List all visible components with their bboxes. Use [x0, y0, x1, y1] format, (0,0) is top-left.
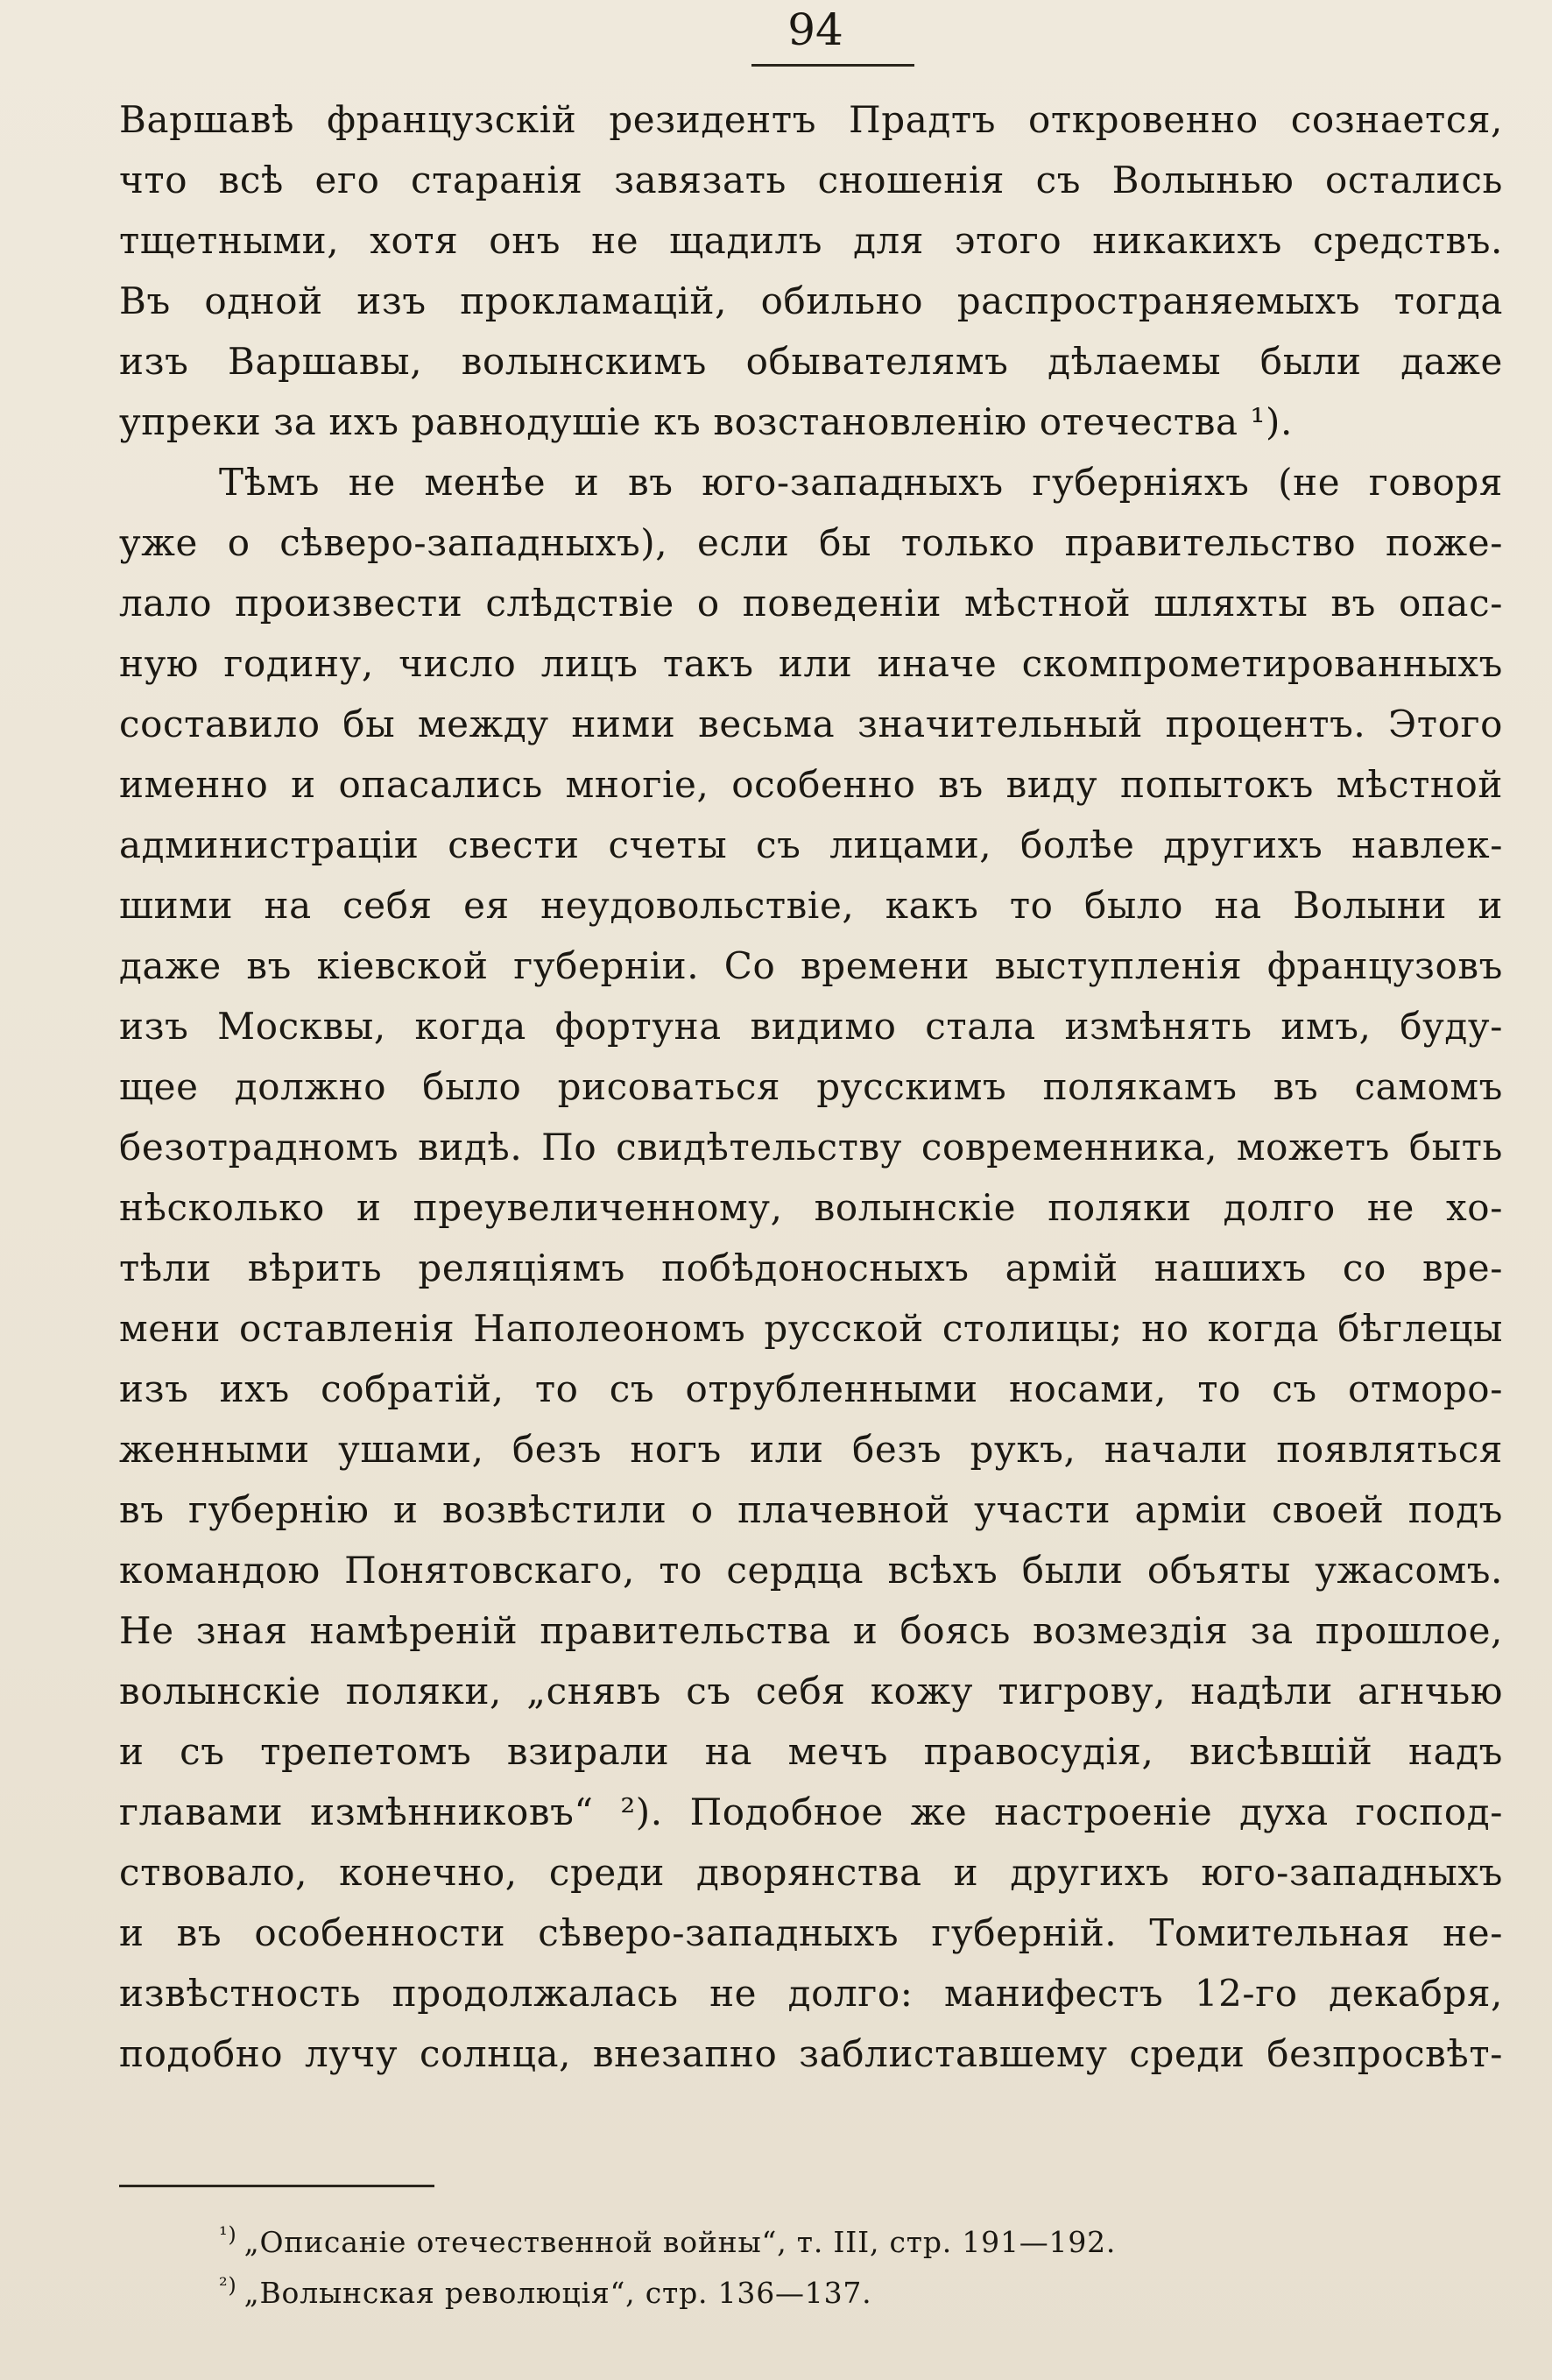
text-line: нѣсколько и преувеличенному, волынскіе поляки долго не хо- — [119, 1186, 1503, 1229]
text-line: Варшавѣ французскій резидентъ Прадтъ откровенно сознается, — [119, 98, 1503, 141]
body-text — [119, 89, 1503, 2084]
text-line: что всѣ его старанія завязать сношенія съ Волынью остались — [119, 159, 1503, 201]
text-line: тщетными, хотя онъ не щадилъ для этого никакихъ средствъ. — [119, 219, 1503, 262]
footnotes — [219, 2209, 1270, 2311]
text-line: изъ ихъ собратій, то съ отрубленными носами, то съ отморо- — [119, 1367, 1503, 1410]
text-line: Въ одной изъ прокламацій, обильно распространяемыхъ тогда — [119, 279, 1503, 322]
text-line: Не зная намѣреній правительства и боясь возмездія за прошлое, — [119, 1609, 1503, 1652]
text-line: тѣли вѣрить реляціямъ побѣдоносныхъ армій нашихъ со вре- — [119, 1246, 1503, 1289]
text-line: упреки за ихъ равнодушіе къ возстановленію отечества ¹). — [119, 400, 1293, 443]
text-line: Тѣмъ не менѣе и въ юго-западныхъ губерніяхъ (не говоря — [219, 461, 1503, 504]
text-line: ную годину, число лицъ такъ или иначе скомпрометированныхъ — [119, 642, 1503, 685]
text-line: подобно лучу солнца, внезапно заблиставшему среди безпросвѣт- — [119, 2032, 1503, 2075]
text-line: администраціи свести счеты съ лицами, болѣе другихъ навлек- — [119, 823, 1503, 866]
page-number: 94 — [787, 4, 843, 55]
text-line: щее должно было рисоваться русскимъ полякамъ въ самомъ — [119, 1065, 1503, 1108]
text-line: командою Понятовскаго, то сердца всѣхъ были объяты ужасомъ. — [119, 1549, 1503, 1592]
text-line: женными ушами, безъ ногъ или безъ рукъ, начали появляться — [119, 1428, 1503, 1471]
footnote — [219, 2209, 1270, 2260]
text-line: безотрадномъ видѣ. По свидѣтельству современника, можетъ быть — [119, 1126, 1503, 1169]
text-line: въ губернію и возвѣстили о плачевной участи арміи своей подъ — [119, 1488, 1503, 1531]
text-line: изъ Варшавы, волынскимъ обывателямъ дѣлаемы были даже — [119, 340, 1503, 383]
text-line: уже о сѣверо-западныхъ), если бы только правительство поже- — [119, 521, 1503, 564]
footnote-text: „Описаніе отечественной войны“, т. III, стр. 191—192. — [243, 2225, 1117, 2259]
text-line: составило бы между ними весьма значительный процентъ. Этого — [119, 703, 1503, 745]
footnote — [219, 2260, 1270, 2311]
text-line: и въ особенности сѣверо-западныхъ губерній. Томительная не- — [119, 1911, 1503, 1954]
text-line: извѣстность продолжалась не долго: манифестъ 12-го декабря, — [119, 1972, 1503, 2015]
text-line: ствовало, конечно, среди дворянства и другихъ юго-западныхъ — [119, 1851, 1503, 1894]
footnote-mark: ²) — [219, 2273, 237, 2298]
text-line: лало произвести слѣдствіе о поведеніи мѣстной шляхты въ опас- — [119, 582, 1503, 625]
footnote-text: „Волынская революція“, стр. 136—137. — [243, 2276, 872, 2310]
text-line: даже въ кіевской губерніи. Со времени выступленія французовъ — [119, 944, 1503, 987]
text-line: именно и опасались многіе, особенно въ виду попытокъ мѣстной — [119, 763, 1503, 806]
text-line: и съ трепетомъ взирали на мечъ правосудія, висѣвшій надъ — [119, 1730, 1503, 1773]
text-line: главами измѣнниковъ“ ²). Подобное же настроеніе духа господ- — [119, 1790, 1503, 1833]
header-rule — [751, 64, 914, 67]
text-line: мени оставленія Наполеономъ русской столицы; но когда бѣглецы — [119, 1307, 1503, 1350]
text-line: шими на себя ея неудовольствіе, какъ то было на Волыни и — [119, 884, 1503, 927]
footnote-mark: ¹) — [219, 2222, 237, 2247]
text-line: волынскіе поляки, „снявъ съ себя кожу тигрову, надѣли агнчью — [119, 1670, 1503, 1713]
text-line: изъ Москвы, когда фортуна видимо стала измѣнять имъ, буду- — [119, 1005, 1503, 1048]
footnote-rule — [119, 2185, 434, 2187]
